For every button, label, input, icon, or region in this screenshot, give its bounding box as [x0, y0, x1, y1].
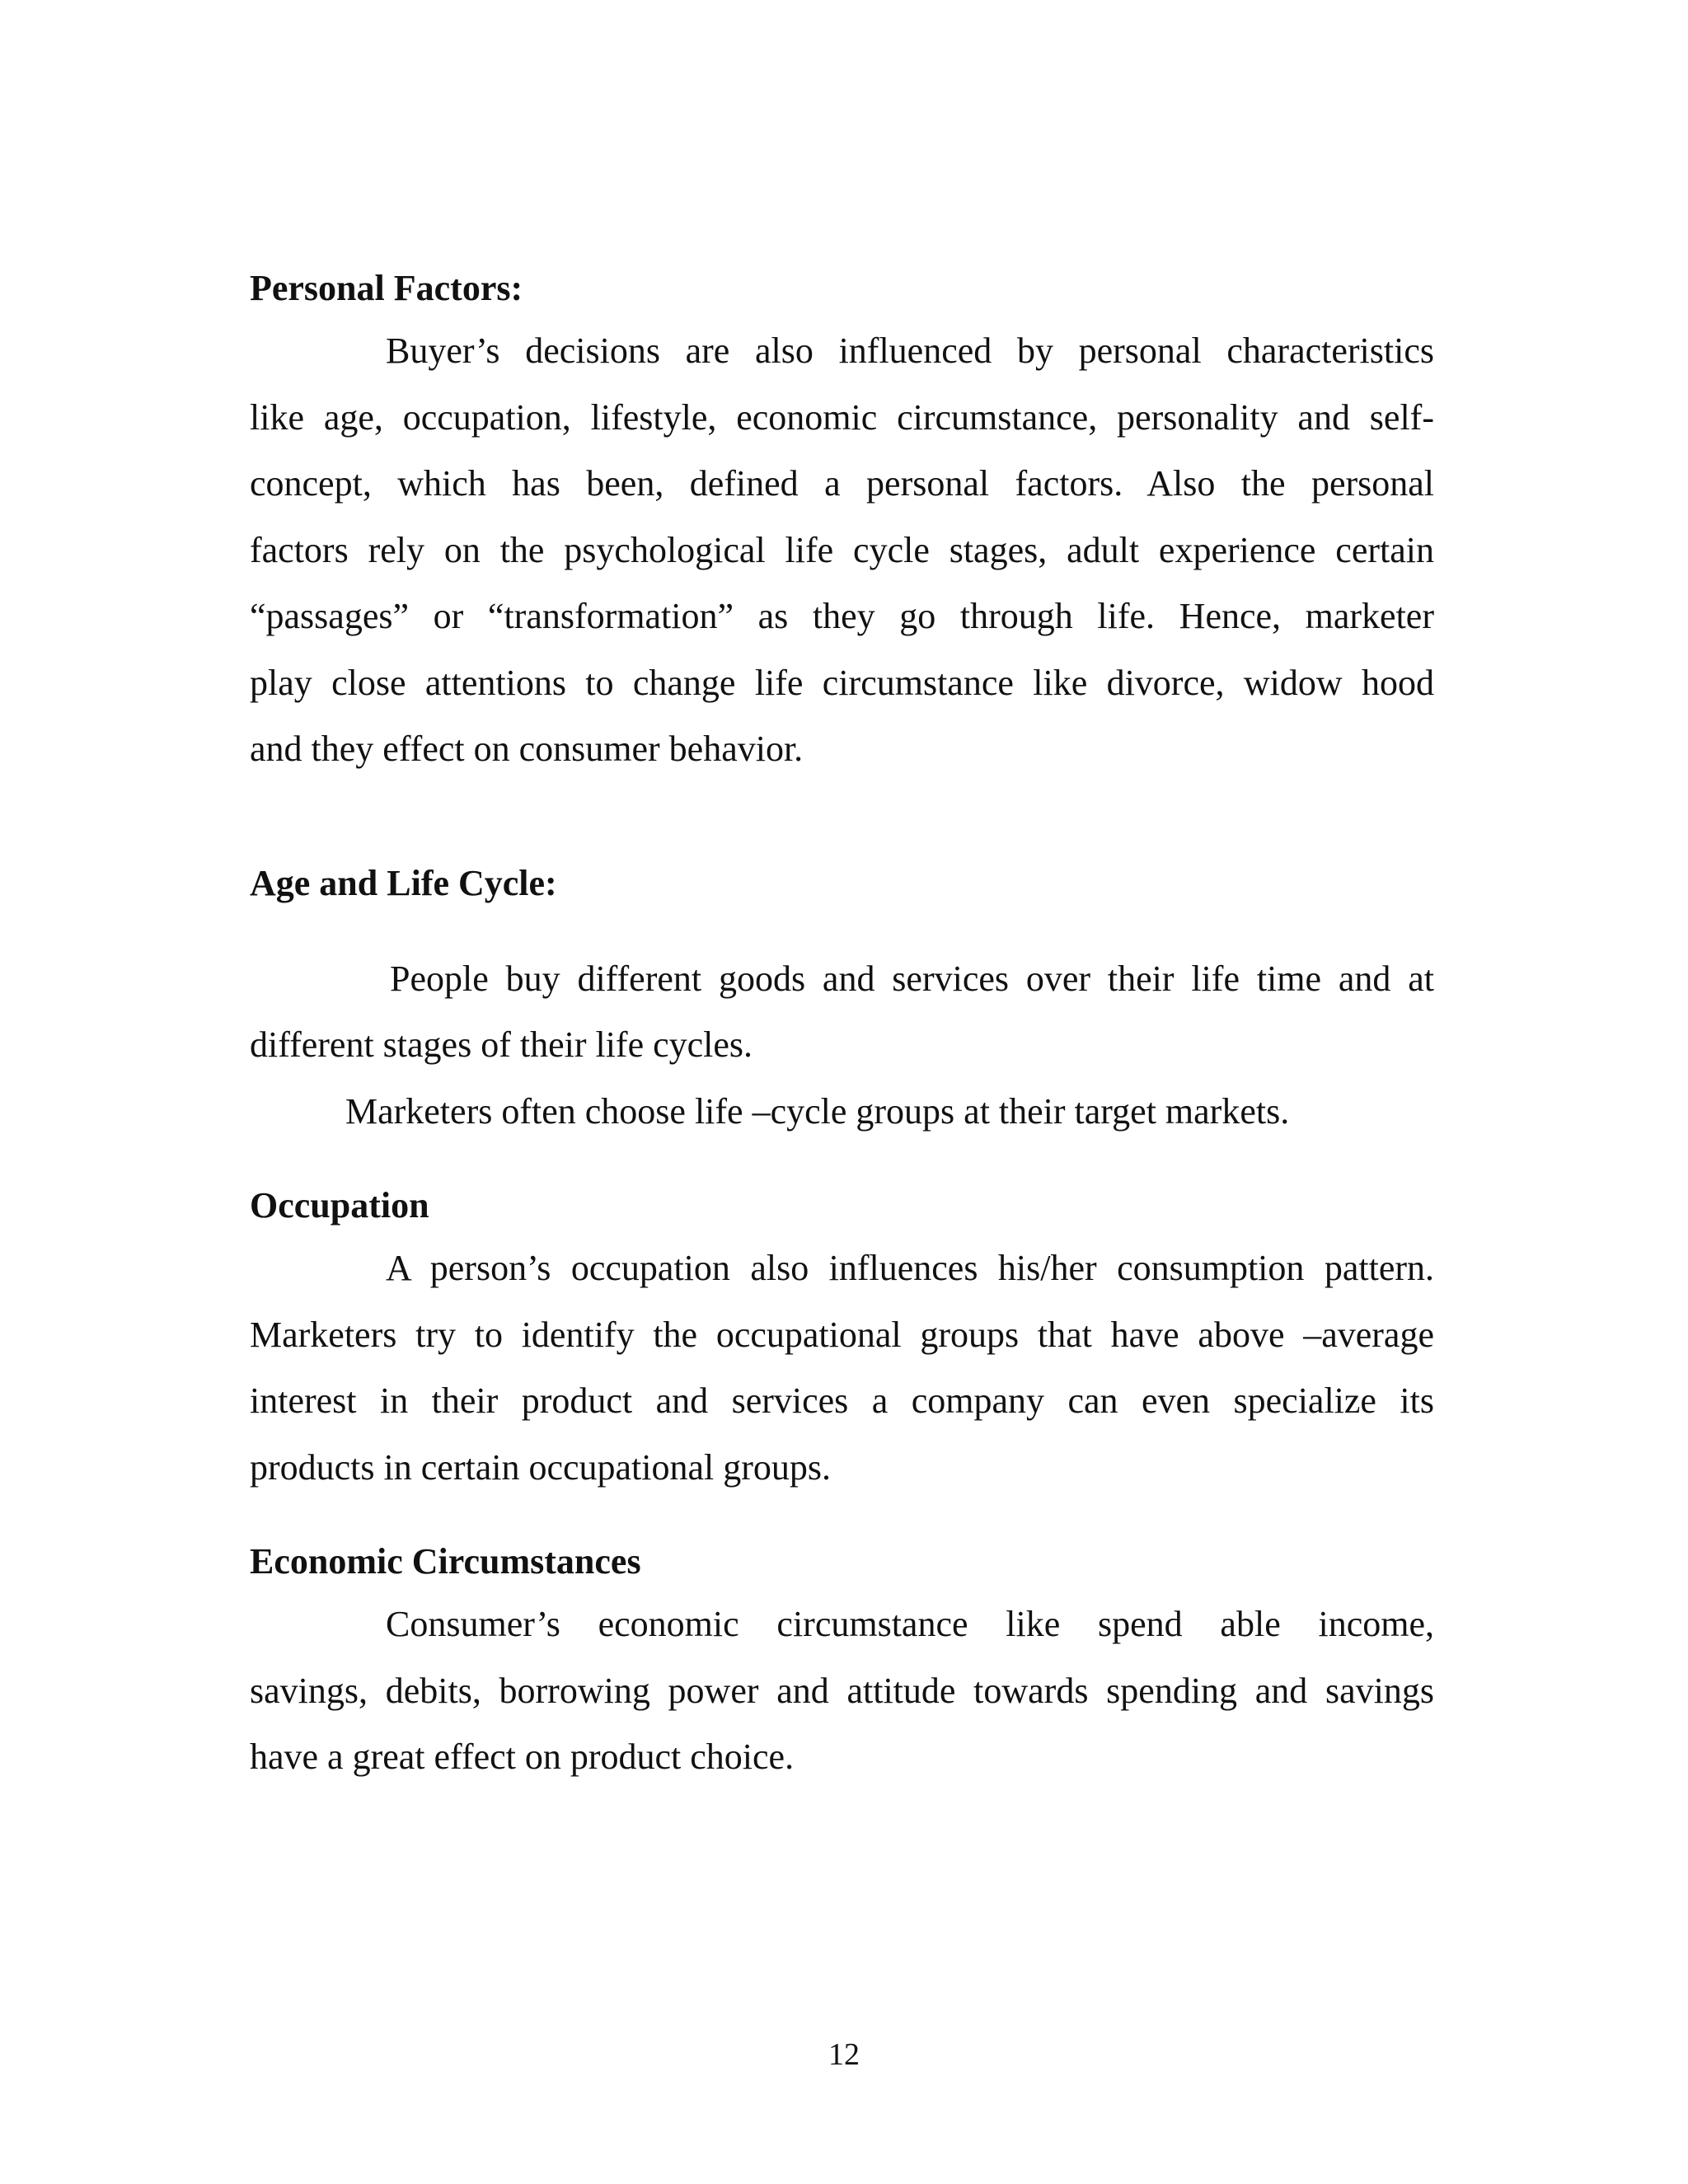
- text-line: concept, which has been, defined a personal factors. Also the personal: [250, 463, 1434, 504]
- heading-personal-factors: Personal Factors:: [250, 268, 523, 308]
- heading-economic-circumstances: Economic Circumstances: [250, 1541, 641, 1582]
- text-line: play close attentions to change life circumstance like divorce, widow hood: [250, 662, 1434, 703]
- text-line: A person’s occupation also influences his/her consumption pattern.: [386, 1248, 1434, 1288]
- heading-age-life-cycle: Age and Life Cycle:: [250, 862, 557, 903]
- heading-occupation: Occupation: [250, 1185, 429, 1226]
- text-line: products in certain occupational groups.: [250, 1446, 832, 1488]
- text-line: and they effect on consumer behavior.: [250, 729, 804, 769]
- paragraph-economic-circumstances: [250, 1591, 1434, 1791]
- page-number: 12: [828, 2037, 860, 2072]
- text-line: have a great effect on product choice.: [250, 1736, 795, 1777]
- text-line: interest in their product and services a company can even specialize its: [250, 1380, 1434, 1421]
- text-line: Consumer’s economic circumstance like spend able income,: [386, 1604, 1434, 1644]
- page-content: [250, 264, 1434, 1791]
- text-line: savings, debits, borrowing power and attitude towards spending and savings: [250, 1670, 1434, 1711]
- text-line: like age, occupation, lifestyle, economic circumstance, personality and self-: [250, 396, 1434, 438]
- text-line: Buyer’s decisions are also influenced by personal characteristics: [386, 330, 1434, 371]
- text-line: factors rely on the psychological life cycle stages, adult experience certain: [250, 529, 1434, 570]
- paragraph-age-life-cycle: [250, 946, 1434, 1079]
- paragraph-age-marketers: Marketers often choose life –cycle groups at their target markets.: [345, 1090, 1290, 1132]
- text-line: “passages” or “transformation” as they go through life. Hence, marketer: [250, 596, 1434, 636]
- text-line: Marketers try to identify the occupational groups that have above –average: [250, 1314, 1434, 1355]
- paragraph-personal-factors: [250, 318, 1434, 783]
- text-line: People buy different goods and services over their life time and at: [390, 958, 1434, 999]
- paragraph-occupation: [250, 1235, 1434, 1501]
- text-line: different stages of their life cycles.: [250, 1024, 753, 1065]
